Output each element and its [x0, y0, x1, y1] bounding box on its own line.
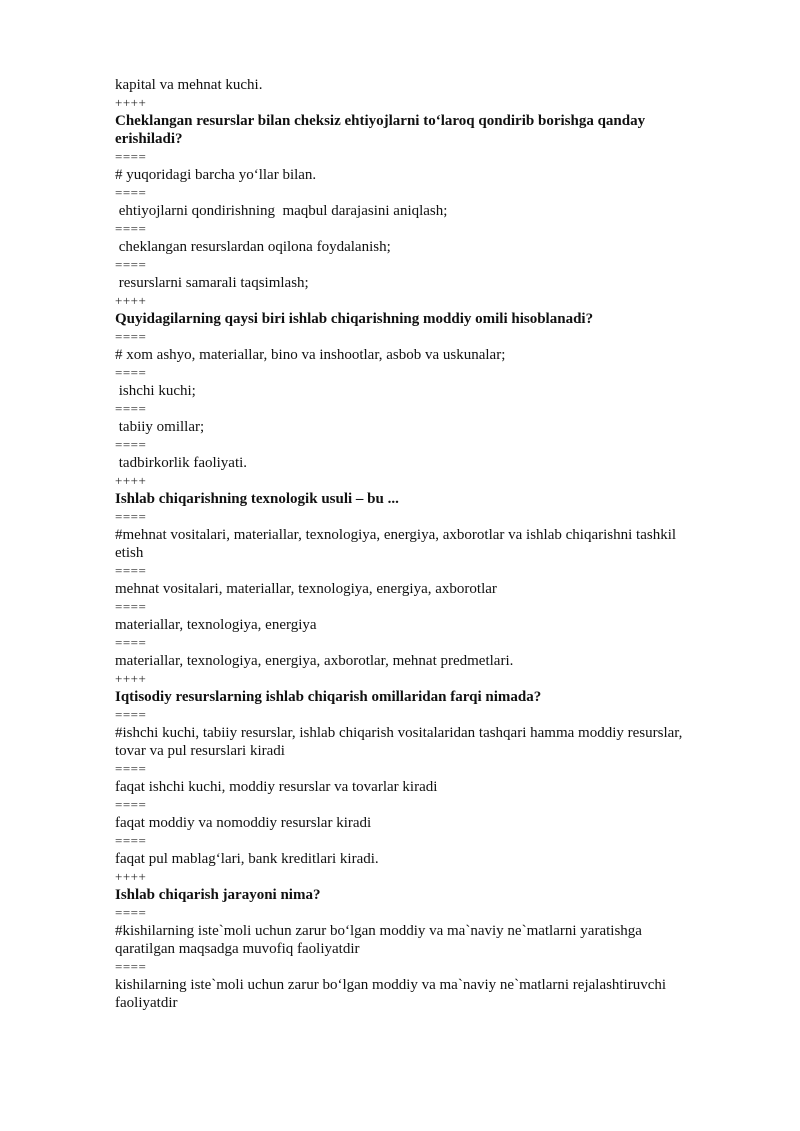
- separator-line: ====: [115, 599, 147, 614]
- text-line: tabiiy omillar;: [115, 419, 205, 435]
- separator-line: ====: [115, 959, 147, 974]
- text-line: ishchi kuchi;: [115, 383, 196, 399]
- separator-line: ====: [115, 761, 147, 776]
- text-line: #mehnat vositalari, materiallar, texnologiya, energiya, axborotlar va ishlab chiqarishni tashkil: [115, 527, 677, 543]
- separator-line: ====: [115, 563, 147, 578]
- text-line: mehnat vositalari, materiallar, texnologiya, energiya, axborotlar: [115, 581, 497, 597]
- question-line: Ishlab chiqarish jarayoni nima?: [115, 887, 321, 903]
- text-line: kapital va mehnat kuchi.: [115, 77, 263, 93]
- text-line: #kishilarning iste`moli uchun zarur bo‘lgan moddiy va ma`naviy ne`matlarni yaratishga: [115, 923, 642, 939]
- text-line: kishilarning iste`moli uchun zarur bo‘lgan moddiy va ma`naviy ne`matlarni rejalashtiruvchi: [115, 977, 667, 993]
- separator-line: ====: [115, 365, 147, 380]
- separator-line: ++++: [115, 95, 147, 110]
- text-line: # yuqoridagi barcha yo‘llar bilan.: [115, 167, 317, 183]
- question-line: erishiladi?: [115, 131, 183, 147]
- separator-line: ====: [115, 401, 147, 416]
- separator-line: ====: [115, 437, 147, 452]
- separator-line: ====: [115, 707, 147, 722]
- text-line: qaratilgan maqsadga muvofiq faoliyatdir: [115, 941, 360, 957]
- separator-line: ====: [115, 797, 147, 812]
- question-line: Quyidagilarning qaysi biri ishlab chiqarishning moddiy omili hisoblanadi?: [115, 311, 594, 327]
- text-line: ehtiyojlarni qondirishning maqbul darajasini aniqlash;: [115, 203, 448, 219]
- text-line: resurslarni samarali taqsimlash;: [115, 275, 309, 291]
- document-page: [115, 76, 735, 1012]
- text-line: tadbirkorlik faoliyati.: [115, 455, 248, 471]
- text-line: # xom ashyo, materiallar, bino va inshootlar, asbob va uskunalar;: [115, 347, 506, 363]
- separator-line: ++++: [115, 869, 147, 884]
- text-line: faqat pul mablag‘lari, bank kreditlari kiradi.: [115, 851, 379, 867]
- question-line: Iqtisodiy resurslarning ishlab chiqarish omillaridan farqi nimada?: [115, 689, 542, 705]
- text-line: materiallar, texnologiya, energiya, axborotlar, mehnat predmetlari.: [115, 653, 514, 669]
- separator-line: ====: [115, 257, 147, 272]
- text-line: cheklangan resurslardan oqilona foydalanish;: [115, 239, 391, 255]
- separator-line: ====: [115, 905, 147, 920]
- text-line: materiallar, texnologiya, energiya: [115, 617, 317, 633]
- text-line: #ishchi kuchi, tabiiy resurslar, ishlab chiqarish vositalaridan tashqari hamma moddiy resurslar,: [115, 725, 683, 741]
- question-line: Cheklangan resurslar bilan cheksiz ehtiyojlarni to‘laroq qondirib borishga qanday: [115, 113, 646, 129]
- separator-line: ++++: [115, 671, 147, 686]
- text-line: etish: [115, 545, 144, 561]
- separator-line: ====: [115, 635, 147, 650]
- text-line: faqat moddiy va nomoddiy resurslar kiradi: [115, 815, 372, 831]
- question-line: Ishlab chiqarishning texnologik usuli – bu ...: [115, 491, 399, 507]
- separator-line: ====: [115, 221, 147, 236]
- text-line: faqat ishchi kuchi, moddiy resurslar va tovarlar kiradi: [115, 779, 438, 795]
- separator-line: ====: [115, 185, 147, 200]
- text-line: faoliyatdir: [115, 995, 178, 1011]
- separator-line: ====: [115, 833, 147, 848]
- text-line: tovar va pul resurslari kiradi: [115, 743, 285, 759]
- separator-line: ====: [115, 329, 147, 344]
- separator-line: ++++: [115, 473, 147, 488]
- separator-line: ====: [115, 509, 147, 524]
- separator-line: ====: [115, 149, 147, 164]
- separator-line: ++++: [115, 293, 147, 308]
